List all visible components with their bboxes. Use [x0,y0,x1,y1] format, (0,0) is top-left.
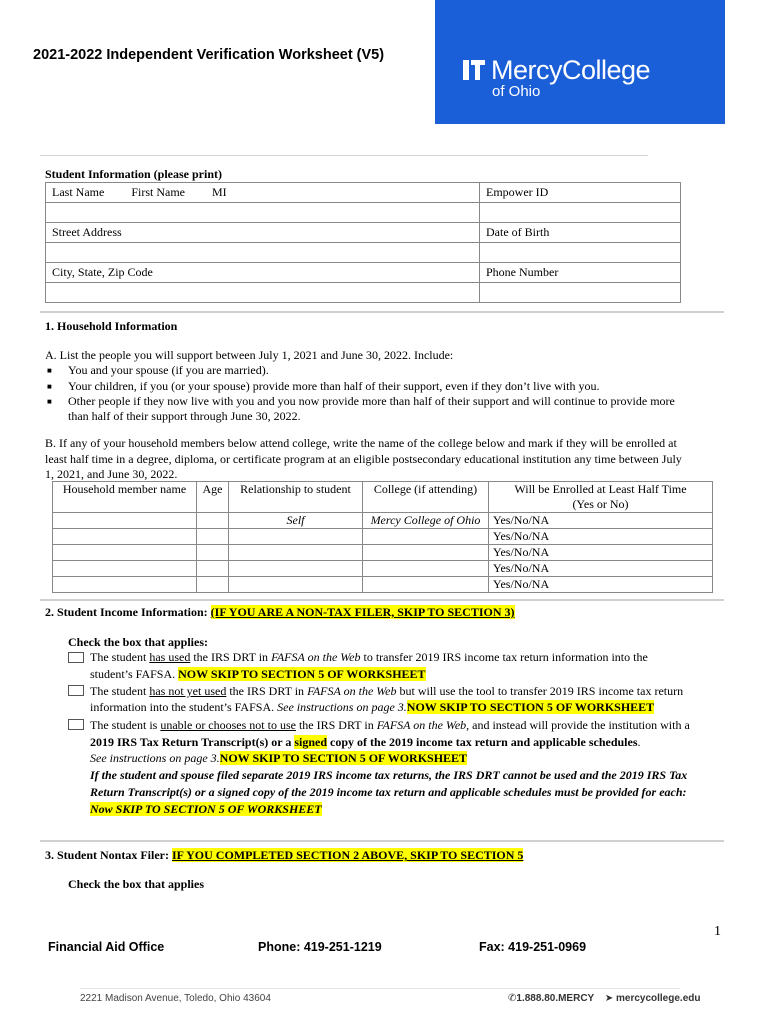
bullet-icon: ■ [47,397,52,406]
street-field[interactable] [46,243,480,263]
option3-underlined: unable or chooses not to use [160,718,296,732]
footer-website[interactable]: mercycollege.edu [615,993,701,1004]
college-cell[interactable] [363,529,489,545]
logo-mark-icon [461,58,487,82]
table-row [53,545,713,561]
logo-line2: of Ohio [492,83,541,100]
bullet-icon: ■ [47,382,52,391]
option1-skip-note: NOW SKIP TO SECTION 5 OF WORKSHEET [178,667,426,681]
option1-line1 [90,650,648,666]
section3-heading-note: IF YOU COMPLETED SECTION 2 ABOVE, SKIP TO SECTION 5 [172,848,524,862]
option3-line3 [90,751,467,767]
option2-checkbox[interactable] [68,685,84,696]
table-row [53,561,713,577]
mercy-college-logo [435,0,725,124]
footer-phone-alt: 1.888.80.MERCY [516,993,595,1004]
footer-address: 2221 Madison Avenue, Toledo, Ohio 43604 [80,993,271,1004]
section1-b-line3: 1, 2021, and June 30, 2022. [45,467,178,481]
option3-line2 [90,735,641,751]
bullet-1: You and your spouse (if you are married). [68,363,269,377]
divider [40,311,724,313]
section1-b-line2: least half time in a degree, diploma, or certificate program at an eligible postsecondary educational institution any time between July [45,452,682,466]
relationship-cell[interactable] [229,561,363,577]
table-row [53,529,713,545]
option1-text: the IRS DRT in [190,650,272,664]
bullet-icon: ■ [47,366,52,375]
divider [80,988,680,989]
dob-label: Date of Birth [480,223,681,243]
divider [40,599,724,601]
name-field[interactable] [46,203,480,223]
relationship-cell[interactable] [229,577,363,593]
member-name-cell[interactable] [53,545,197,561]
age-cell[interactable] [197,545,229,561]
college-cell[interactable] [363,577,489,593]
option3-signed: signed [294,735,328,749]
option1-checkbox[interactable] [68,652,84,663]
option2-underlined: has not yet used [149,684,227,698]
option3-italic: FAFSA on the Web [376,718,467,732]
city-label: City, State, Zip Code [46,263,480,283]
enrolled-cell[interactable]: Yes/No/NA [489,529,713,545]
dob-field[interactable] [480,243,681,263]
option3-bold-text: 2019 IRS Tax Return Transcript(s) or a [90,735,295,749]
cursor-icon: ➤ [604,993,614,1004]
relationship-cell[interactable] [229,529,363,545]
option1-line2 [90,667,426,683]
phone-field[interactable] [480,283,681,303]
footer-office: Financial Aid Office [48,940,165,954]
option2-text: The student [90,684,150,698]
table-row [53,577,713,593]
option2-text: information into the student’s FAFSA. [90,700,278,714]
option2-skip-note: NOW SKIP TO SECTION 5 OF WORKSHEET [406,700,655,714]
enrolled-cell[interactable]: Yes/No/NA [489,577,713,593]
section2-note-line1: If the student and spouse filed separate 2019 IRS income tax returns, the IRS DRT cannot be used and the 2019 IRS Tax [90,768,688,782]
option3-text: , and instead will provide the institution with a [466,718,690,732]
bullet-3: Other people if they now live with you and you now provide more than half of their support and will continue to provide more [68,394,675,408]
footer-phone: Phone: 419-251-1219 [258,940,382,954]
option2-line1 [90,684,683,700]
bullet-3-cont: than half of their support through June 30, 2022. [68,409,301,423]
option3-text: the IRS DRT in [295,718,377,732]
student-info-table [45,182,681,303]
option2-italic: FAFSA on the Web [307,684,397,698]
age-cell[interactable] [197,577,229,593]
option3-skip-note: NOW SKIP TO SECTION 5 OF WORKSHEET [219,751,468,765]
col-header-enrolled-sub: (Yes or No) [489,497,713,513]
option3-see-note: See instructions on page 3. [90,751,220,765]
enrolled-cell[interactable]: Yes/No/NA [489,545,713,561]
option1-italic: FAFSA on the Web [271,650,361,664]
col-header-enrolled: Will be Enrolled at Least Half Time [489,482,713,498]
city-field[interactable] [46,283,480,303]
option3-checkbox[interactable] [68,719,84,730]
divider [40,840,724,842]
age-cell[interactable] [197,561,229,577]
empower-id-label: Empower ID [480,183,681,203]
phone-label: Phone Number [480,263,681,283]
section2-check-label: Check the box that applies: [68,635,209,649]
col-header-name: Household member name [53,482,197,513]
relationship-cell[interactable] [229,545,363,561]
section2-heading: 2. Student Income Information: [45,605,208,619]
option3-text: The student is [90,718,161,732]
col-header-relationship: Relationship to student [229,482,363,513]
section2-skip-note: Now SKIP TO SECTION 5 OF WORKSHEET [90,802,322,816]
last-name-label: Last Name [52,184,105,199]
option3-line1 [90,718,690,734]
col-header-age: Age [197,482,229,513]
section1-b-line1: B. If any of your household members below attend college, write the name of the college below and mark if they will be enrolled at [45,436,677,450]
college-cell[interactable] [363,545,489,561]
section3-heading: 3. Student Nontax Filer: [45,848,169,862]
option2-text: but will use the tool to transfer 2019 IRS income tax return [396,684,684,698]
college-cell: Mercy College of Ohio [363,513,489,529]
option1-underlined: has used [149,650,191,664]
footer-contact [508,992,700,1005]
option2-line2 [90,700,654,716]
first-name-label: First Name [131,184,185,199]
option3-bold-text: copy of the 2019 income tax return and applicable schedules [327,735,638,749]
age-cell[interactable] [197,529,229,545]
student-info-heading: Student Information (please print) [45,167,223,181]
name-label-cell [46,183,480,203]
section3-check-label: Check the box that applies [68,877,205,891]
option2-text: the IRS DRT in [226,684,308,698]
section3-heading-row [45,848,523,864]
mi-label: MI [211,184,227,199]
option1-text: The student [90,650,150,664]
footer-fax: Fax: 419-251-0969 [479,940,587,954]
section2-heading-row [45,605,515,621]
enrolled-cell[interactable]: Yes/No/NA [489,513,713,529]
enrolled-cell[interactable]: Yes/No/NA [489,561,713,577]
table-row [53,513,713,529]
member-name-cell[interactable] [53,513,197,529]
college-cell[interactable] [363,561,489,577]
section2-heading-note: (IF YOU ARE A NON-TAX FILER, SKIP TO SECTION 3) [210,605,515,619]
document-title: 2021-2022 Independent Verification Worksheet (V5) [33,47,385,63]
section2-note-line2: Return Transcript(s) or a signed copy of the 2019 income tax return and applicable schedules must be provided for each: [90,785,687,799]
option2-see-note: See instructions on page 3. [277,700,407,714]
logo-line1: MercyCollege [491,55,651,85]
divider [40,155,648,156]
phone-icon: ✆ [508,993,517,1004]
section1-a-intro: A. List the people you will support between July 1, 2021 and June 30, 2022. Include: [45,348,454,362]
street-label: Street Address [46,223,480,243]
empower-id-field[interactable] [480,203,681,223]
section1-heading: 1. Household Information [45,319,178,333]
age-cell[interactable] [197,513,229,529]
relationship-cell: Self [229,513,363,529]
household-table [52,481,713,593]
option1-text: to transfer 2019 IRS income tax return information into the [360,650,648,664]
member-name-cell[interactable] [53,577,197,593]
bullet-2: Your children, if you (or your spouse) provide more than half of their support, even if they don’t live with you. [68,379,600,393]
option3-period: . [637,735,641,749]
col-header-college: College (if attending) [363,482,489,513]
page-number: 1 [714,924,721,939]
member-name-cell[interactable] [53,561,197,577]
section2-note-line3 [90,802,322,818]
member-name-cell[interactable] [53,529,197,545]
option1-text: student’s FAFSA. [90,667,179,681]
